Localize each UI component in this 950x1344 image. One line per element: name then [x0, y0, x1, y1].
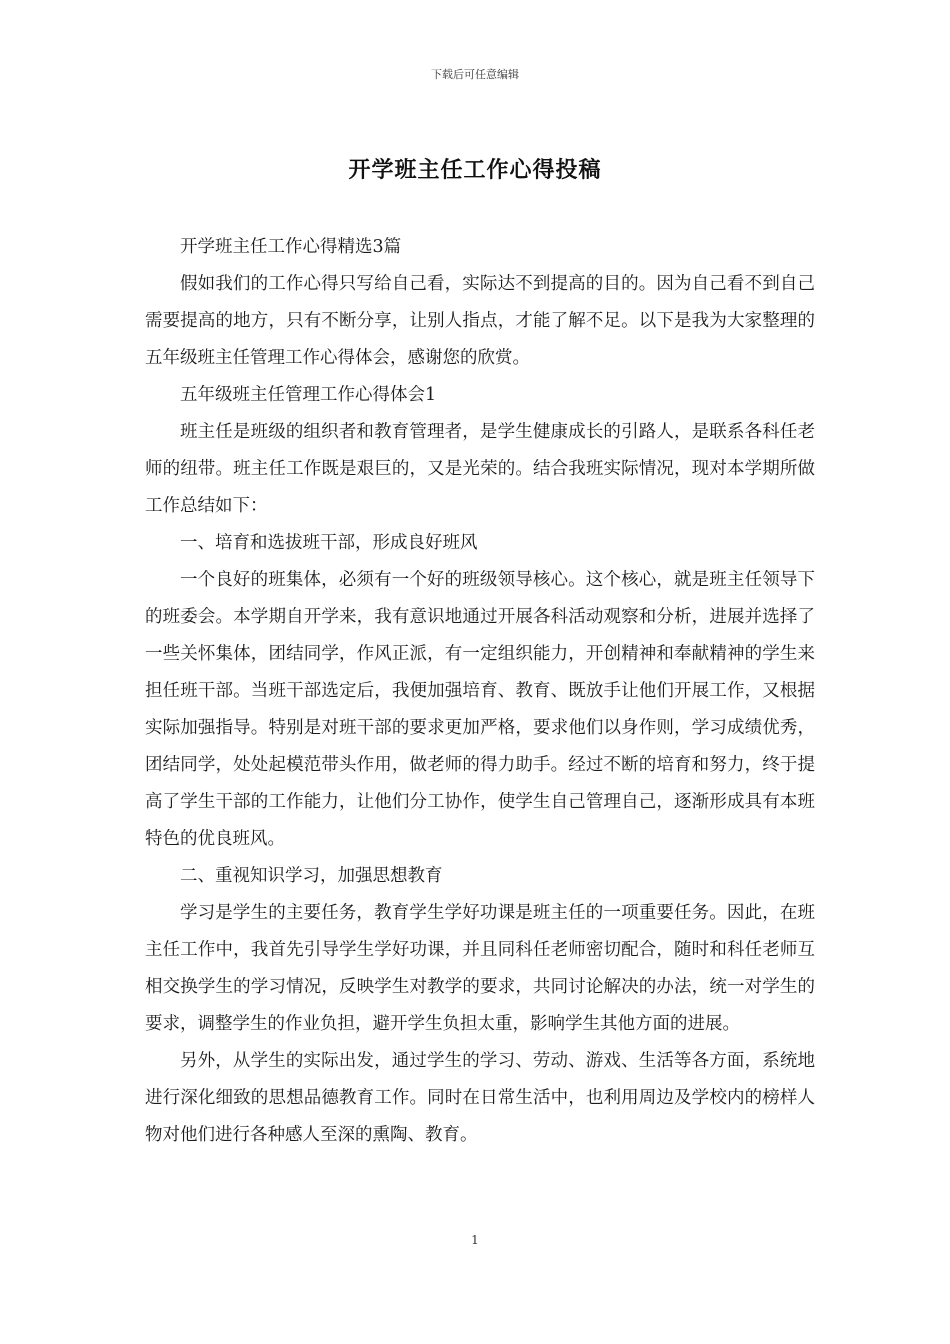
body-paragraph: 班主任是班级的组织者和教育管理者，是学生健康成长的引路人，是联系各科任老师的纽带。班主任工作既是艰巨的，又是光荣的。结合我班实际情况，现对本学期所做工作总结如下： — [145, 422, 815, 516]
section-heading: 五年级班主任管理工作心得体会1 — [180, 385, 437, 405]
document-body — [145, 229, 815, 1154]
page-number: 1 — [471, 1233, 479, 1247]
intro-paragraph: 假如我们的工作心得只写给自己看，实际达不到提高的目的。因为自己看不到自己需要提高的地方，只有不断分享，让别人指点，才能了解不足。以下是我为大家整理的五年级班主任管理工作心得体会，感谢您的欣赏。 — [145, 274, 815, 368]
document-title: 开学班主任工作心得投稿 — [348, 157, 602, 183]
body-paragraph: 学习是学生的主要任务，教育学生学好功课是班主任的一项重要任务。因此，在班主任工作中，我首先引导学生学好功课，并且同科任老师密切配合，随时和科任老师互相交换学生的学习情况，反映学生对教学的要求，共同讨论解决的办法，统一对学生的要求，调整学生的作业负担，避开学生负担太重，影响学生其他方面的进展。 — [145, 903, 815, 1034]
section-heading: 一、培育和选拔班干部，形成良好班风 — [180, 533, 478, 553]
subtitle-paragraph: 开学班主任工作心得精选3篇 — [180, 237, 402, 257]
body-paragraph: 另外，从学生的实际出发，通过学生的学习、劳动、游戏、生活等各方面，系统地进行深化细致的思想品德教育工作。同时在日常生活中，也利用周边及学校内的榜样人物对他们进行各种感人至深的熏陶、教育。 — [145, 1051, 815, 1145]
header-note: 下载后可任意编辑 — [431, 68, 519, 81]
section-heading: 二、重视知识学习，加强思想教育 — [180, 866, 443, 886]
body-paragraph: 一个良好的班集体，必须有一个好的班级领导核心。这个核心，就是班主任领导下的班委会。本学期自开学来，我有意识地通过开展各科活动观察和分析，进展并选择了一些关怀集体，团结同学，作风正派，有一定组织能力，开创精神和奉献精神的学生来担任班干部。当班干部选定后，我便加强培育、教育、既放手让他们开展工作，又根据实际加强指导。特别是对班干部的要求更加严格，要求他们以身作则，学习成绩优秀，团结同学，处处起模范带头作用，做老师的得力助手。经过不断的培育和努力，终于提高了学生干部的工作能力，让他们分工协作，使学生自己管理自己，逐渐形成具有本班特色的优良班风。 — [145, 570, 815, 849]
